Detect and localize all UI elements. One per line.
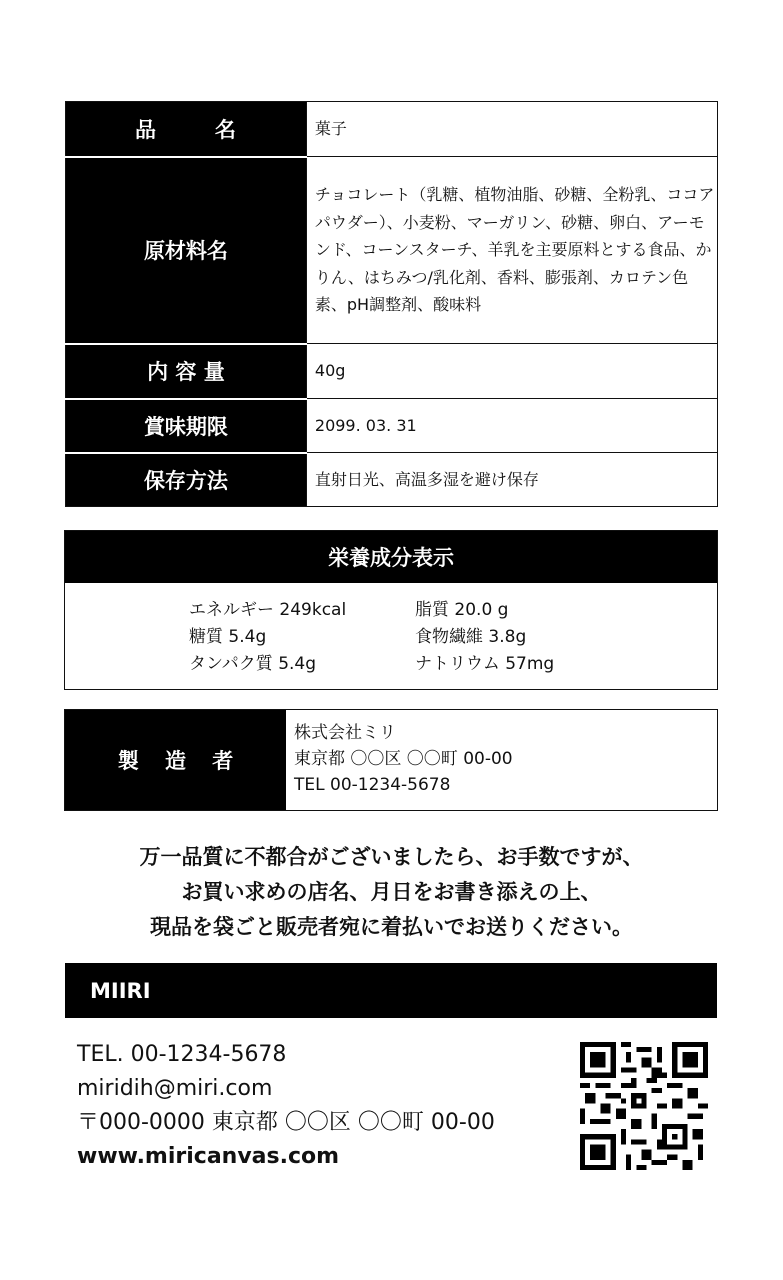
brand-bar (65, 963, 717, 1018)
label-expiry: 賞味期限 (66, 399, 307, 453)
label-contents: 内 容 量 (66, 344, 307, 399)
nutrition-item-sodium: ナトリウム 57mg (415, 654, 555, 674)
manufacturer-label: 製 造 者 (65, 710, 286, 810)
nutrition-item-energy: エネルギー 249kcal (189, 600, 347, 620)
manufacturer-address: 東京都 〇〇区 〇〇町 00-00 (294, 749, 513, 769)
info-row-ingredients (66, 157, 718, 344)
value-expiry: 2099. 03. 31 (306, 399, 717, 453)
contact-email[interactable]: miridih@miri.com (77, 1076, 273, 1101)
notice-line-2: お買い求めの店名、月日をお書き添えの上、 (181, 880, 602, 904)
info-row-contents (66, 344, 718, 399)
value-contents: 40g (306, 344, 717, 399)
nutrition-grid (189, 595, 629, 676)
manufacturer-tel: TEL 00-1234-5678 (294, 775, 451, 795)
manufacturer-box (64, 709, 718, 811)
info-row-storage (66, 453, 718, 507)
label-ingredients: 原材料名 (66, 157, 307, 344)
nutrition-item-protein: タンパク質 5.4g (189, 654, 317, 674)
info-row-expiry (66, 399, 718, 453)
notice-line-1: 万一品質に不都合がございましたら、お手数ですが、 (139, 845, 644, 869)
quality-notice (0, 840, 783, 945)
product-info-table (65, 101, 718, 507)
nutrition-facts (64, 530, 718, 690)
contact-address: 〒000-0000 東京都 〇〇区 〇〇町 00-00 (77, 1110, 495, 1135)
contact-info (77, 1038, 495, 1174)
info-row-name (66, 102, 718, 157)
value-ingredients: チョコレート（乳糖、植物油脂、砂糖、全粉乳、ココアパウダー）、小麦粉、マーガリン、砂糖、卵白、アーモンド、コーンスターチ、羊乳を主要原料とする食品、かりん、はちみつ/乳化剤、香料、膨張剤、カロテン色素、pH調整剤、酸味料 (306, 157, 717, 344)
label-product-name: 品 名 (66, 102, 307, 157)
notice-line-3: 現品を袋ごと販売者宛に着払いでお送りください。 (150, 915, 633, 939)
value-storage: 直射日光、高温多湿を避け保存 (306, 453, 717, 507)
contact-tel: TEL. 00-1234-5678 (77, 1042, 287, 1067)
label-storage: 保存方法 (66, 453, 307, 507)
value-product-name: 菓子 (306, 102, 717, 157)
manufacturer-details (286, 710, 513, 810)
brand-name: MIIRI (90, 978, 151, 1003)
manufacturer-company: 株式会社ミリ (294, 723, 396, 743)
nutrition-item-carbs: 糖質 5.4g (189, 627, 267, 647)
qr-code-icon (580, 1042, 708, 1170)
nutrition-title: 栄養成分表示 (65, 531, 717, 583)
contact-website[interactable]: www.miricanvas.com (77, 1144, 340, 1169)
nutrition-item-fiber: 食物繊維 3.8g (415, 627, 527, 647)
nutrition-item-fat: 脂質 20.0 g (415, 600, 509, 620)
